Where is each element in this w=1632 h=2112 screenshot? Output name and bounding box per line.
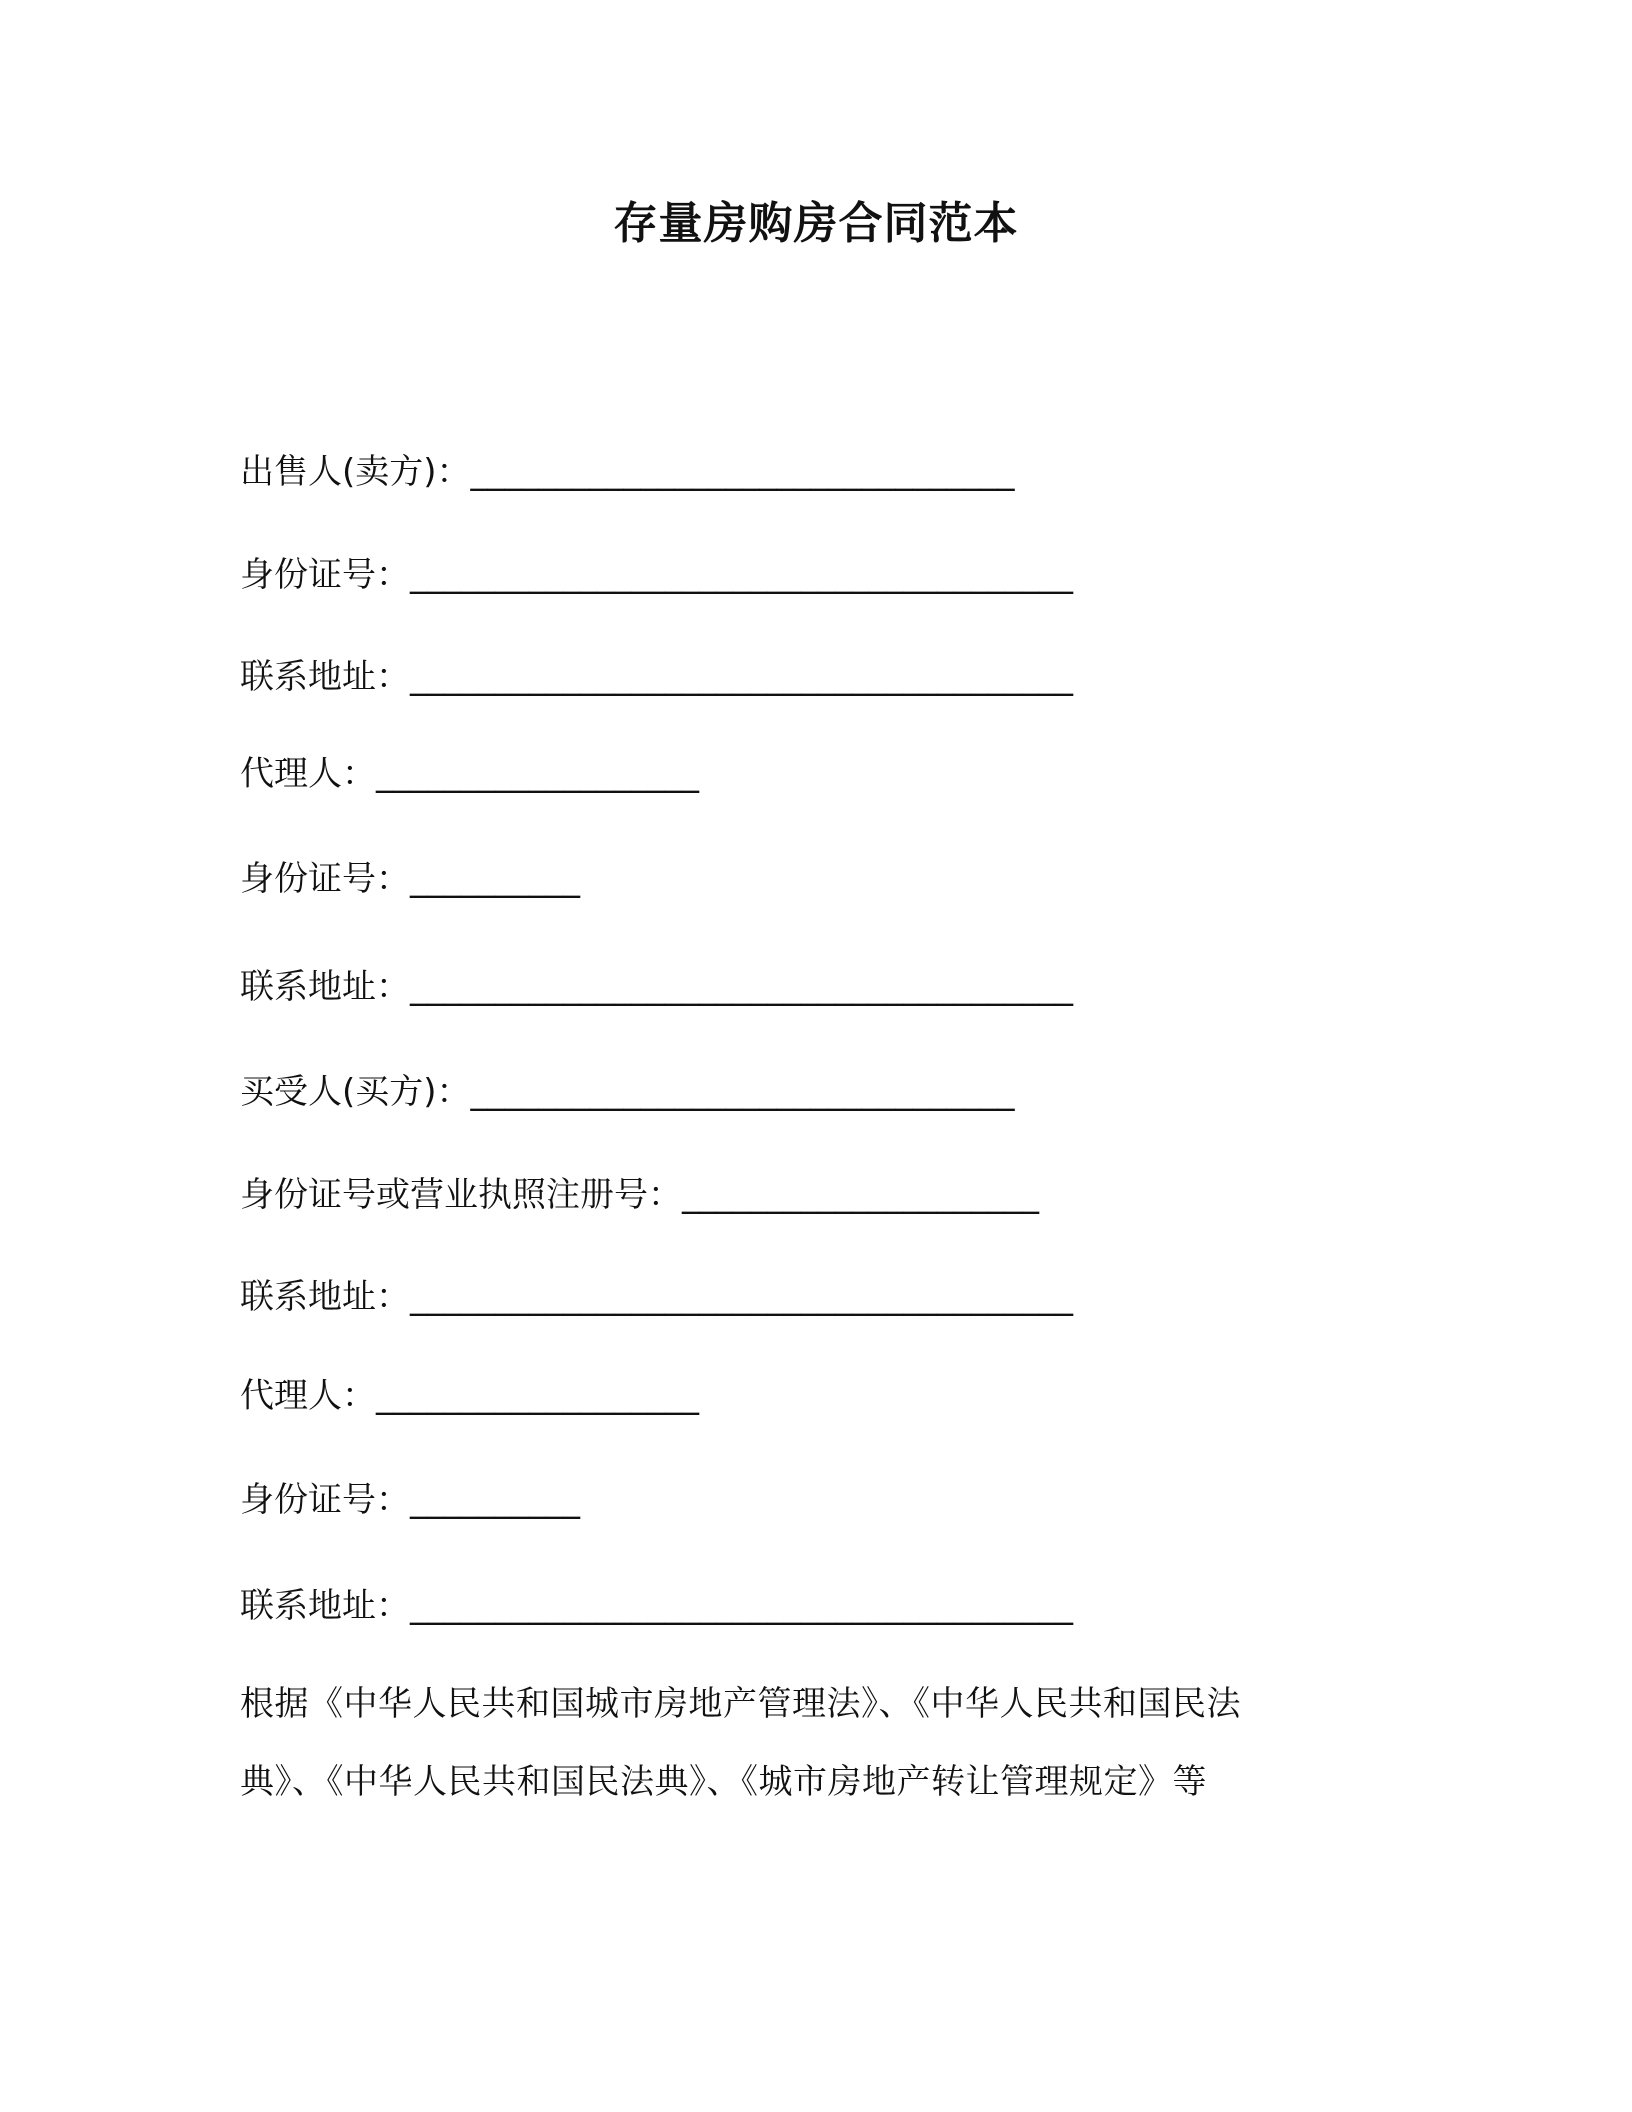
document-title: 存量房购房合同范本 xyxy=(613,198,1019,249)
buyer-id-field xyxy=(240,1169,1039,1221)
fill-in-blank: _______________________________________ xyxy=(410,967,1073,1007)
fill-in-blank: _______________________________________ xyxy=(410,657,1073,697)
buyer-name-field xyxy=(240,1066,1015,1118)
buyer-agent-id-field xyxy=(240,1474,580,1526)
fill-in-blank: ___________________ xyxy=(376,1376,699,1416)
fill-in-blank: _______________________________________ xyxy=(410,1277,1073,1317)
field-label: 身份证号： xyxy=(240,1480,410,1520)
seller-address-field xyxy=(240,651,1073,703)
field-label: 联系地址： xyxy=(240,967,410,1007)
seller-agent-address-field xyxy=(240,961,1073,1013)
seller-name-field xyxy=(240,446,1015,498)
seller-agent-id-field xyxy=(240,853,580,905)
field-label: 身份证号： xyxy=(240,859,410,899)
fill-in-blank: ________________________________ xyxy=(470,452,1015,492)
fill-in-blank: _______________________________________ xyxy=(410,555,1073,595)
fill-in-blank: __________ xyxy=(410,1480,580,1520)
field-label: 买受人(买方)： xyxy=(240,1072,471,1112)
field-label: 代理人： xyxy=(240,754,376,794)
field-label: 身份证号： xyxy=(240,555,410,595)
fill-in-blank: ________________________________ xyxy=(470,1072,1015,1112)
seller-id-field xyxy=(240,549,1073,601)
buyer-address-field xyxy=(240,1271,1073,1323)
fill-in-blank: __________ xyxy=(410,859,580,899)
field-label: 身份证号或营业执照注册号： xyxy=(240,1175,682,1215)
buyer-agent-address-field xyxy=(240,1580,1073,1632)
paragraph-line: 根据《中华人民共和国城市房地产管理法》、《中华人民共和国民法 xyxy=(240,1684,1241,1724)
field-label: 出售人(卖方)： xyxy=(240,452,471,492)
fill-in-blank: _____________________ xyxy=(682,1175,1039,1215)
paragraph-line: 典》、《中华人民共和国民法典》、《城市房地产转让管理规定》等 xyxy=(240,1762,1207,1802)
field-label: 代理人： xyxy=(240,1376,376,1416)
field-label: 联系地址： xyxy=(240,657,410,697)
seller-agent-field xyxy=(240,748,699,800)
field-label: 联系地址： xyxy=(240,1277,410,1317)
fill-in-blank: ___________________ xyxy=(376,754,699,794)
fill-in-blank: _______________________________________ xyxy=(410,1586,1073,1626)
field-label: 联系地址： xyxy=(240,1586,410,1626)
buyer-agent-field xyxy=(240,1370,699,1422)
